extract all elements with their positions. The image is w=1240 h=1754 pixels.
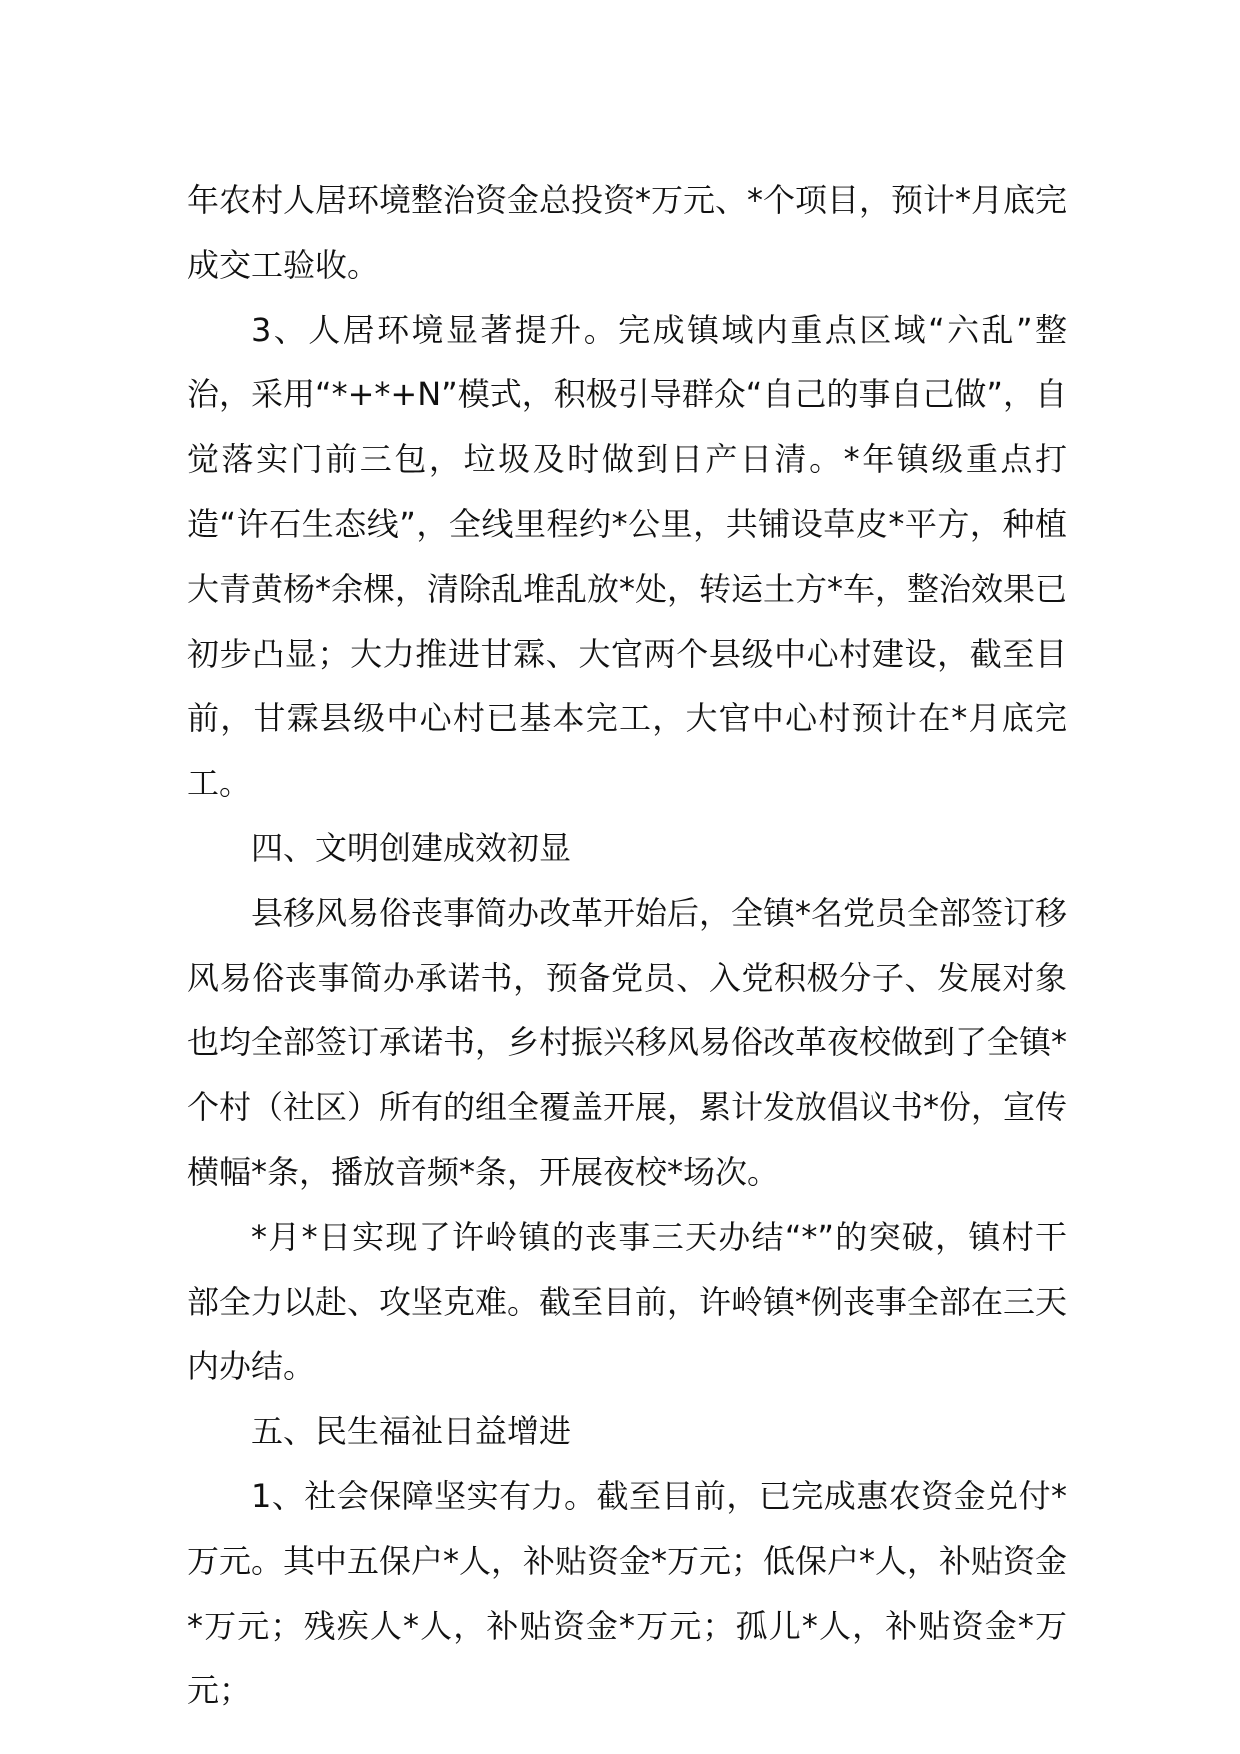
paragraph-living-environment: 3、人居环境显著提升。完成镇域内重点区域“六乱”整治，采用“*+*+N”模式，积极引导群众“自己的事自己做”，自觉落实门前三包，垃圾及时做到日产日清。*年镇级重点打造“许石生态线”，全线里程约*公里，共铺设草皮*平方，种植大青黄杨*余棵，清除乱堆乱放*处，转运土方*车，整治效果已初步凸显；大力推进甘霖、大官两个县级中心村建设，截至目前，甘霖县级中心村已基本完工，大官中心村预计在*月底完工。 [187, 310, 1068, 803]
paragraph-rural-funding-continuation: 年农村人居环境整治资金总投资*万元、*个项目，预计*月底完成交工验收。 [187, 181, 1068, 284]
section-heading-civilization: 四、文明创建成效初显 [251, 828, 572, 867]
paragraph-social-security: 1、社会保障坚实有力。截至目前，已完成惠农资金兑付*万元。其中五保户*人，补贴资金*万元；低保户*人，补贴资金*万元；残疾人*人，补贴资金*万元；孤儿*人，补贴资金*万元； [187, 1476, 1068, 1710]
document-body [187, 168, 1067, 1723]
paragraph-funeral-breakthrough: *月*日实现了许岭镇的丧事三天办结“*”的突破，镇村干部全力以赴、攻坚克难。截至目前，许岭镇*例丧事全部在三天内办结。 [187, 1217, 1068, 1386]
paragraph-funeral-reform: 县移风易俗丧事简办改革开始后，全镇*名党员全部签订移风易俗丧事简办承诺书，预备党员、入党积极分子、发展对象也均全部签订承诺书，乡村振兴移风易俗改革夜校做到了全镇*个村（社区）所有的组全覆盖开展，累计发放倡议书*份，宣传横幅*条，播放音频*条，开展夜校*场次。 [187, 893, 1068, 1191]
section-heading-livelihood: 五、民生福祉日益增进 [251, 1412, 572, 1451]
